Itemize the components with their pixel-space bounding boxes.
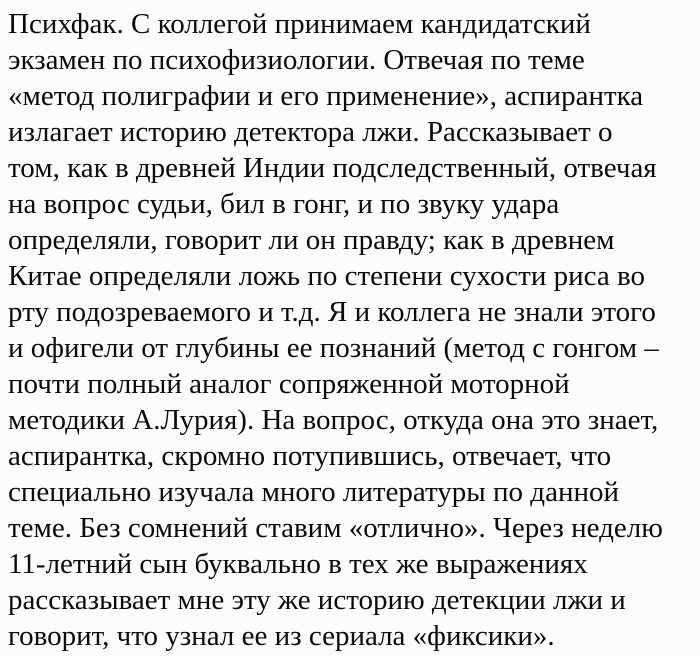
text-line: излагает историю детектора лжи. Рассказывает о bbox=[8, 116, 613, 148]
text-line: экзамен по психофизиологии. Отвечая по теме bbox=[8, 44, 585, 76]
text-line: «метод полиграфии и его применение», аспирантка bbox=[8, 80, 644, 112]
text-line: говорит, что узнал ее из сериала «фиксики». bbox=[8, 620, 555, 652]
text-line: определяли, говорит ли он правду; как в древнем bbox=[8, 224, 615, 256]
text-line: методики А.Лурия). На вопрос, откуда она это знает, bbox=[8, 404, 659, 436]
text-line: рту подозреваемого и т.д. Я и коллега не знали этого bbox=[8, 296, 656, 328]
text-line: на вопрос судьи, бил в гонг, и по звуку удара bbox=[8, 188, 560, 220]
text-line: почти полный аналог сопряженной моторной bbox=[8, 368, 570, 400]
text-line: и офигели от глубины ее познаний (метод с гонгом – bbox=[8, 332, 659, 364]
text-line: том, как в древней Индии подследственный, отвечая bbox=[8, 152, 657, 184]
text-line: Китае определяли ложь по степени сухости риса во bbox=[8, 260, 645, 292]
text-line: 11-летний сын буквально в тех же выражениях bbox=[8, 548, 588, 580]
text-line: рассказывает мне эту же историю детекции лжи и bbox=[8, 584, 626, 616]
text-line: Психфак. С коллегой принимаем кандидатский bbox=[8, 8, 591, 40]
text-line: специально изучала много литературы по данной bbox=[8, 476, 619, 508]
text-line: аспирантка, скромно потупившись, отвечает, что bbox=[8, 440, 612, 472]
text-line: теме. Без сомнений ставим «отлично». Через неделю bbox=[8, 512, 663, 544]
